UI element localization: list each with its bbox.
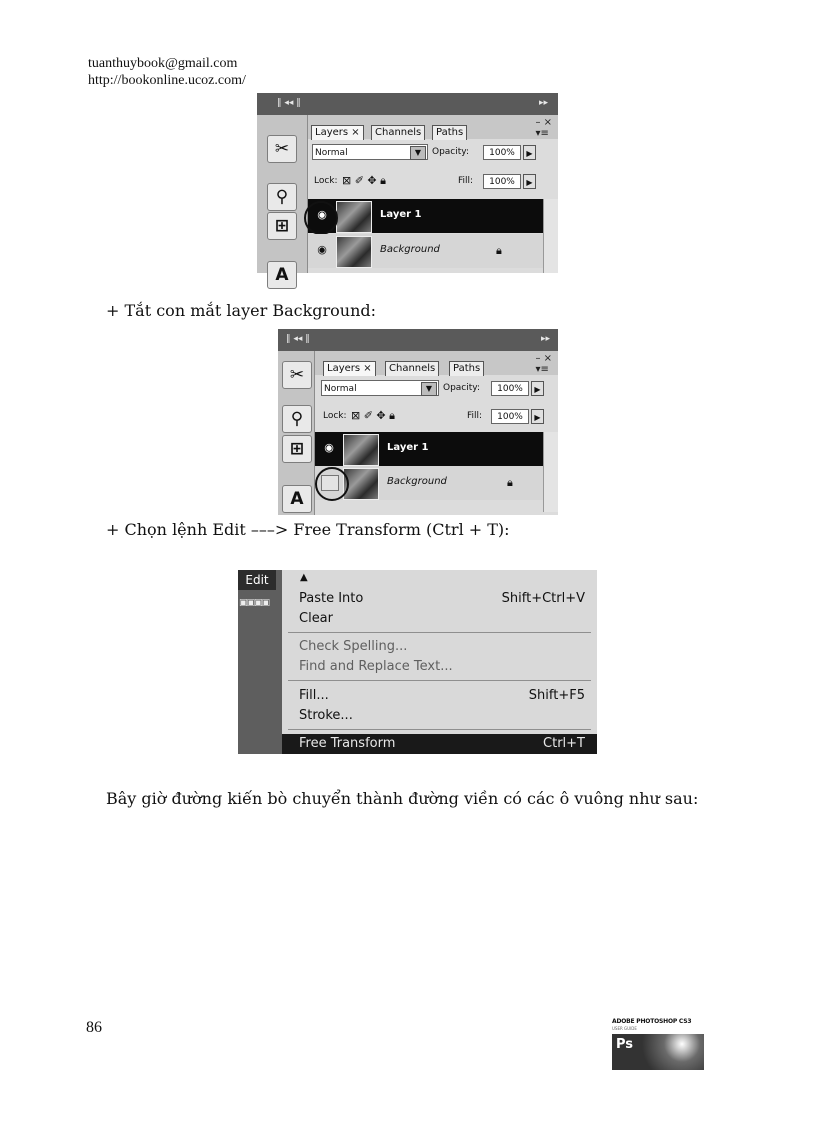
tab-channels[interactable]: Channels	[371, 125, 425, 140]
menu-item-paste-into[interactable]: Paste Into	[299, 591, 364, 606]
layers-scrollbar[interactable]	[543, 199, 558, 273]
opacity-field[interactable]: 100%	[483, 145, 521, 160]
layer-name: Layer 1	[387, 442, 429, 453]
tab-channels[interactable]: Channels	[385, 361, 439, 376]
lock-icon: 🔒︎	[507, 476, 513, 489]
triangle-up-icon[interactable]: ▲	[300, 572, 308, 583]
tool-usb-icon[interactable]: ⚲	[267, 183, 297, 211]
tool-scissors-icon[interactable]: ✂	[282, 361, 312, 389]
tools-column	[278, 351, 315, 515]
expand-icon[interactable]: ▸▸	[540, 334, 550, 344]
chevron-down-icon: ▼	[410, 146, 426, 160]
logo-title: ADOBE PHOTOSHOP CS3	[612, 1018, 692, 1025]
arrow-right-icon[interactable]: ▶	[523, 145, 536, 160]
eye-icon[interactable]: ◉	[317, 208, 327, 221]
menu-item-stroke[interactable]: Stroke...	[299, 708, 353, 723]
tool-stamp-icon[interactable]: ⊞	[267, 212, 297, 240]
menu-separator	[288, 729, 591, 730]
collapse-icon[interactable]: ‖ ◂◂ ‖	[286, 334, 310, 344]
logo-subtitle: USER GUIDE	[612, 1026, 637, 1031]
expand-icon[interactable]: ▸▸	[538, 98, 548, 108]
lock-options-icons[interactable]: ⊠ ✐ ✥ 🔒︎	[342, 174, 386, 187]
fill-field[interactable]: 100%	[491, 409, 529, 424]
toolbar-icons: ▣▣▣▣	[239, 598, 270, 608]
tool-scissors-icon[interactable]: ✂	[267, 135, 297, 163]
highlight-circle	[315, 467, 349, 501]
eye-icon[interactable]: ◉	[324, 441, 334, 454]
tab-layers[interactable]: Layers ×	[323, 361, 376, 376]
layers-scrollbar[interactable]	[543, 432, 558, 512]
layers-panel	[308, 115, 558, 273]
lock-label: Lock:	[314, 176, 338, 186]
lock-options-icons[interactable]: ⊠ ✐ ✥ 🔒︎	[351, 409, 395, 422]
layers-panel	[315, 351, 558, 515]
tools-column	[257, 115, 308, 285]
layer-row-layer-1[interactable]	[315, 432, 544, 466]
menu-item-find-replace[interactable]: Find and Replace Text...	[299, 659, 453, 674]
menu-item-check-spelling[interactable]: Check Spelling...	[299, 639, 408, 654]
tool-type-icon[interactable]: A	[282, 485, 312, 513]
menu-edit[interactable]: Edit	[238, 570, 276, 590]
page-number: 86	[86, 1019, 102, 1036]
result-description: Bây giờ đường kiến bò chuyển thành đường viền có các ô vuông như sau:	[106, 789, 699, 808]
shortcut-free-transform: Ctrl+T	[543, 736, 585, 751]
layer-row-background[interactable]	[315, 466, 544, 500]
arrow-right-icon[interactable]: ▶	[531, 409, 544, 424]
blend-mode-value: Normal	[324, 384, 357, 394]
tool-usb-icon[interactable]: ⚲	[282, 405, 312, 433]
opacity-label: Opacity:	[432, 147, 469, 157]
layer-row-layer-1[interactable]	[308, 199, 544, 233]
arrow-right-icon[interactable]: ▶	[531, 381, 544, 396]
logo-graphic	[612, 1034, 704, 1070]
edit-menu-dropdown	[282, 570, 597, 754]
menu-item-fill[interactable]: Fill...	[299, 688, 329, 703]
logo-mark: Ps	[616, 1037, 634, 1052]
blend-mode-select[interactable]	[312, 144, 428, 160]
layer-thumbnail	[336, 236, 372, 268]
step-hide-background: + Tắt con mắt layer Background:	[106, 301, 377, 320]
lock-label: Lock:	[323, 411, 347, 421]
chevron-down-icon: ▼	[421, 382, 437, 396]
tool-stamp-icon[interactable]: ⊞	[282, 435, 312, 463]
fill-field[interactable]: 100%	[483, 174, 521, 189]
header-email: tuanthuybook@gmail.com	[88, 56, 238, 71]
tab-paths[interactable]: Paths	[432, 125, 467, 140]
menu-item-free-transform[interactable]	[282, 734, 597, 754]
layer-row-background[interactable]	[308, 234, 544, 268]
menu-separator	[288, 680, 591, 681]
step-free-transform: + Chọn lệnh Edit –––> Free Transform (Ctrl + T):	[106, 520, 510, 539]
menu-item-free-transform-label: Free Transform	[299, 736, 396, 751]
tool-type-icon[interactable]: A	[267, 261, 297, 289]
fill-label: Fill:	[458, 176, 474, 186]
arrow-right-icon[interactable]: ▶	[523, 174, 536, 189]
opacity-field[interactable]: 100%	[491, 381, 529, 396]
menu-item-clear[interactable]: Clear	[299, 611, 333, 626]
layer-name: Layer 1	[380, 209, 422, 220]
fill-label: Fill:	[467, 411, 483, 421]
edit-menu-screenshot	[238, 570, 597, 754]
shortcut-fill: Shift+F5	[528, 688, 585, 703]
header-url: http://bookonline.ucoz.com/	[88, 73, 246, 88]
eye-icon[interactable]: ◉	[317, 243, 327, 256]
panel-window-controls[interactable]: – × ▾≡	[535, 353, 552, 375]
collapse-icon[interactable]: ‖ ◂◂ ‖	[277, 98, 301, 108]
lock-icon: 🔒︎	[496, 244, 502, 257]
layer-name: Background	[387, 476, 447, 487]
tab-paths[interactable]: Paths	[449, 361, 484, 376]
layer-name: Background	[380, 244, 440, 255]
layer-thumbnail	[343, 434, 379, 466]
panel-window-controls[interactable]: – × ▾≡	[535, 117, 552, 139]
layer-thumbnail	[336, 201, 372, 233]
opacity-label: Opacity:	[443, 383, 480, 393]
shortcut-paste-into: Shift+Ctrl+V	[501, 591, 585, 606]
photoshop-cs3-logo	[612, 1018, 704, 1070]
tab-layers[interactable]: Layers ×	[311, 125, 364, 140]
highlight-circle	[304, 201, 338, 235]
blend-mode-value: Normal	[315, 148, 348, 158]
layers-panel-screenshot-1	[257, 93, 558, 285]
layers-panel-screenshot-2	[278, 329, 558, 515]
blend-mode-select[interactable]	[321, 380, 439, 396]
menu-separator	[288, 632, 591, 633]
